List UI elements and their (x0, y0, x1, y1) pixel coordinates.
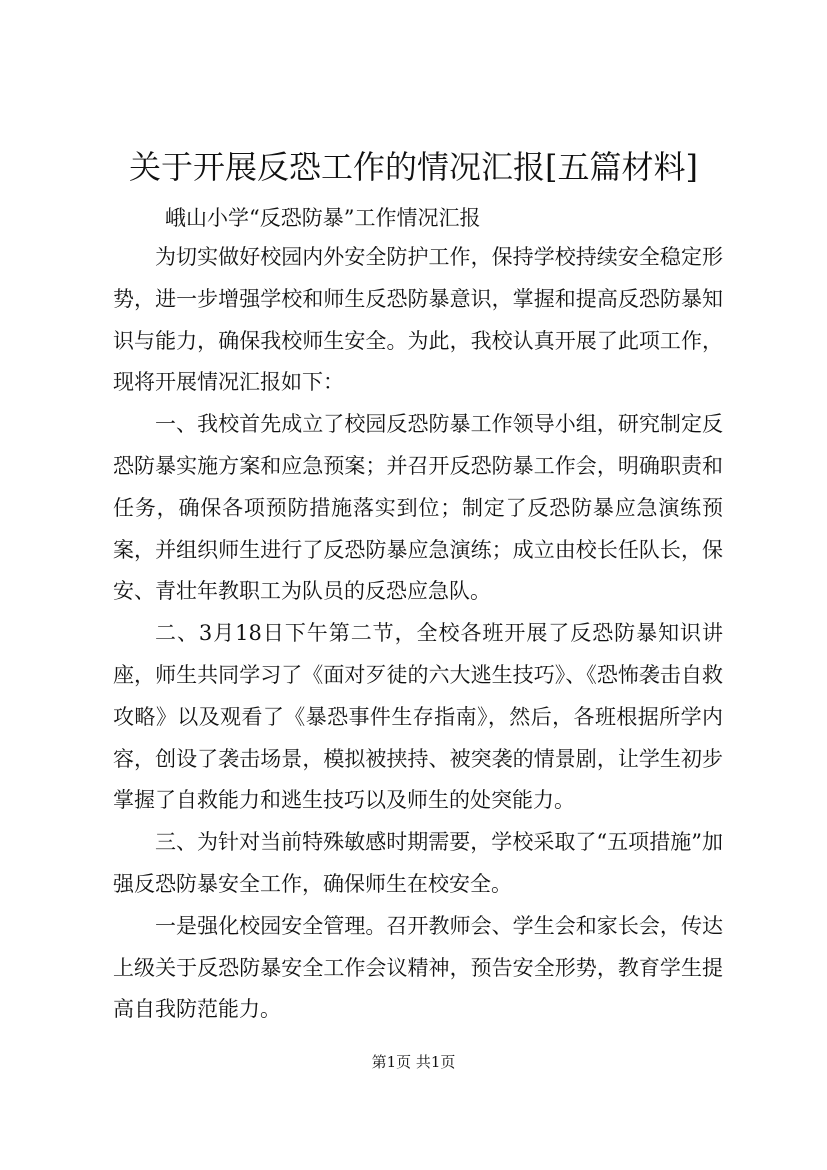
page-footer: 第1页 共1页 (371, 1053, 456, 1071)
paragraph-section-2: 二、3月18日下午第二节，全校各班开展了反恐防暴知识讲座，师生共同学习了《面对歹徒的六大逃生技巧》、《恐怖袭击自救攻略》以及观看了《暴恐事件生存指南》，然后，各班根据所学内容，创设了袭击场景，模拟被挟持、被突袭的情景剧，让学生初步掌握了自救能力和逃生技巧以及师生的处突能力。 (113, 621, 723, 813)
document-body (113, 237, 723, 1031)
paragraph-section-1: 一、我校首先成立了校园反恐防暴工作领导小组，研究制定反恐防暴实施方案和应急预案；并召开反恐防暴工作会，明确职责和任务，确保各项预防措施落实到位；制定了反恐防暴应急演练预案，并组织师生进行了反恐防暴应急演练；成立由校长任队长，保安、青壮年教职工为队员的反恐应急队。 (113, 412, 723, 604)
paragraph-measure-1: 一是强化校园安全管理。召开教师会、学生会和家长会，传达上级关于反恐防暴安全工作会议精神，预告安全形势，教育学生提高自我防范能力。 (113, 913, 723, 1022)
document-subtitle: 峨山小学“反恐防暴”工作情况汇报 (165, 206, 481, 230)
document-title: 关于开展反恐工作的情况汇报[五篇材料] (129, 148, 698, 186)
paragraph-section-3: 三、为针对当前特殊敏感时期需要，学校采取了“五项措施”加强反恐防暴安全工作，确保师生在校安全。 (113, 830, 723, 896)
paragraph-intro: 为切实做好校园内外安全防护工作，保持学校持续安全稳定形势，进一步增强学校和师生反恐防暴意识，掌握和提高反恐防暴知识与能力，确保我校师生安全。为此，我校认真开展了此项工作，现将开展情况汇报如下： (113, 245, 723, 395)
